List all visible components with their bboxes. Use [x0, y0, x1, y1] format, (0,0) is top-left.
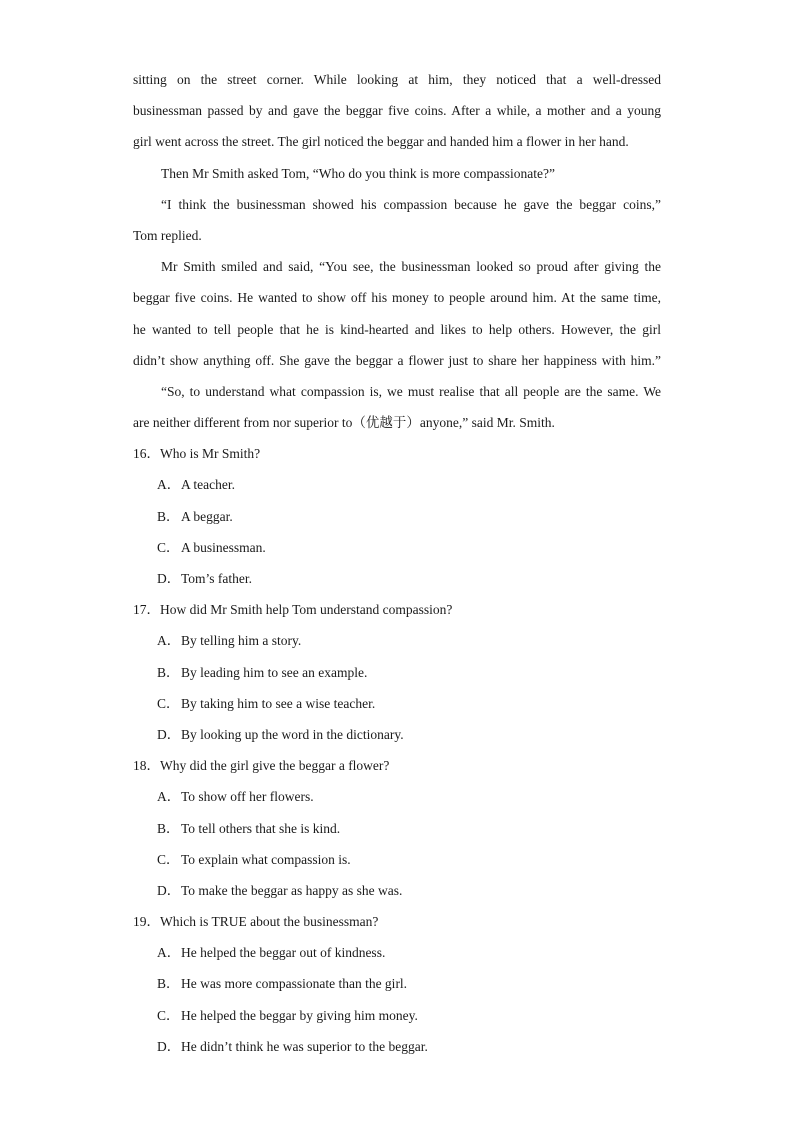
option-letter: C．: [157, 851, 180, 867]
document-page: [133, 64, 661, 1062]
question-stem: 16．Who is Mr Smith?: [133, 446, 261, 462]
option-letter: D．: [157, 726, 181, 742]
option-letter: A．: [157, 945, 181, 961]
option-text: A beggar.: [181, 508, 233, 524]
option-d[interactable]: [133, 719, 661, 750]
option-letter: D．: [157, 571, 181, 586]
passage-line: Mr Smith smiled and said, “You see, the businessman looked so proud after giving the: [161, 259, 661, 275]
option-letter: A．: [157, 477, 181, 493]
option-text: Tom’s father.: [181, 571, 253, 586]
passage: [133, 64, 661, 438]
option-c[interactable]: [133, 844, 661, 875]
option-letter: C．: [157, 695, 180, 711]
option-b[interactable]: [133, 657, 661, 688]
passage-line: are neither different from nor superior to（优越于）anyone,” said Mr. Smith.: [133, 415, 555, 431]
option-b[interactable]: [133, 968, 661, 999]
option-text: To show off her flowers.: [181, 789, 314, 805]
passage-line: he wanted to tell people that he is kind-hearted and likes to help others. However, the girl: [133, 321, 661, 337]
option-c[interactable]: [133, 688, 661, 719]
option-text: He helped the beggar by giving him money.: [181, 1007, 418, 1023]
option-text: To make the beggar as happy as she was.: [181, 882, 403, 898]
option-letter: B．: [157, 664, 180, 680]
question-18: [133, 750, 661, 906]
option-text: A businessman.: [181, 539, 266, 555]
option-letter: C．: [157, 1007, 180, 1023]
option-letter: A．: [157, 633, 181, 649]
option-letter: D．: [157, 1038, 181, 1054]
option-c[interactable]: [133, 1000, 661, 1031]
option-text: He didn’t think he was superior to the beggar.: [181, 1038, 428, 1054]
option-text: By telling him a story.: [181, 633, 302, 649]
option-d[interactable]: [133, 1031, 661, 1062]
option-text: He was more compassionate than the girl.: [181, 976, 408, 992]
option-text: By leading him to see an example.: [181, 664, 368, 680]
option-a[interactable]: [133, 781, 661, 812]
passage-line: businessman passed by and gave the beggar five coins. After a while, a mother and a young: [133, 103, 661, 119]
option-letter: A．: [157, 789, 181, 805]
option-text: A teacher.: [181, 477, 235, 493]
option-d[interactable]: [133, 563, 661, 594]
passage-line: “So, to understand what compassion is, we must realise that all people are the same. We: [161, 383, 661, 399]
option-letter: C．: [157, 539, 180, 555]
option-a[interactable]: [133, 937, 661, 968]
option-b[interactable]: [133, 501, 661, 532]
passage-line: girl went across the street. The girl noticed the beggar and handed him a flower in her hand.: [133, 134, 629, 150]
question-stem: 19．Which is TRUE about the businessman?: [133, 914, 379, 930]
option-c[interactable]: [133, 532, 661, 563]
passage-line: Tom replied.: [133, 227, 202, 243]
option-text: To explain what compassion is.: [181, 851, 351, 867]
passage-line: “I think the businessman showed his compassion because he gave the beggar coins,”: [161, 196, 661, 212]
option-text: By looking up the word in the dictionary.: [181, 726, 404, 742]
option-b[interactable]: [133, 813, 661, 844]
option-d[interactable]: [133, 875, 661, 906]
option-letter: B．: [157, 508, 180, 524]
option-text: He helped the beggar out of kindness.: [181, 945, 386, 961]
passage-line: didn’t show anything off. She gave the beggar a flower just to share her happiness with him.”: [133, 352, 661, 368]
option-text: By taking him to see a wise teacher.: [181, 695, 376, 711]
option-a[interactable]: [133, 469, 661, 500]
question-16: [133, 438, 661, 594]
option-text: To tell others that she is kind.: [181, 820, 341, 836]
option-letter: B．: [157, 820, 180, 836]
question-stem: 18．Why did the girl give the beggar a flower?: [133, 758, 390, 774]
option-letter: D．: [157, 882, 181, 898]
question-17: [133, 594, 661, 750]
question-19: [133, 906, 661, 1062]
option-letter: B．: [157, 976, 180, 992]
passage-line: sitting on the street corner. While looking at him, they noticed that a well-dressed: [133, 72, 661, 87]
passage-line: Then Mr Smith asked Tom, “Who do you think is more compassionate?”: [161, 165, 555, 181]
passage-line: beggar five coins. He wanted to show off his money to people around him. At the same time,: [133, 290, 661, 306]
question-stem: 17．How did Mr Smith help Tom understand compassion?: [133, 602, 453, 618]
option-a[interactable]: [133, 625, 661, 656]
